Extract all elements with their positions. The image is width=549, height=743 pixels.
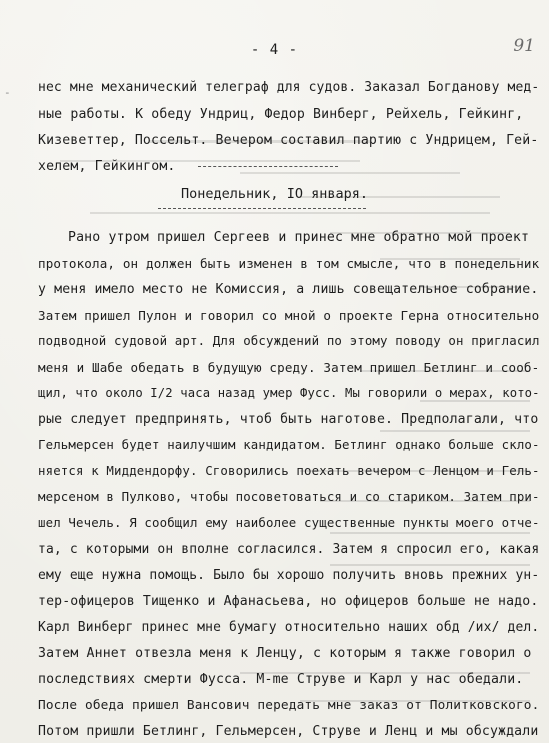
text-line: Рано утром пришел Сергеев и принес мне обратно мой проект (68, 230, 530, 245)
text-line: няется к Миддендорфу. Сговорились поехать вечером с Ленцом и Гель- (38, 464, 540, 478)
section-heading: Понедельник, IO января. (181, 186, 368, 202)
heading-underline (158, 208, 366, 209)
text-line: последствиях смерти Фусса. M-me Струве и Карл у нас обедали. (38, 672, 524, 687)
section-divider (198, 166, 338, 167)
text-line: Затем Аннет отвезла меня к Ленцу, с которым я также говорил о (38, 646, 532, 661)
text-line: Карл Винберг принес мне бумагу относительно наших обд /их/ дел. (38, 620, 540, 635)
text-line: щил, что около I/2 часа назад умер Фусс. Мы говорили о мерах, кото- (38, 386, 540, 400)
text-line (38, 159, 338, 174)
page-number: - 4 - (250, 42, 299, 58)
text-line: мерсеном в Пулково, чтобы посоветоваться и со стариком. Затем при- (38, 490, 540, 504)
text-line: протокола, он должен быть изменен в том смысле, что в понедельник (38, 256, 540, 271)
text-line: меня и Шабе обедать в будущую среду. Затем пришел Бетлинг и сооб- (38, 360, 540, 375)
text-line: ему еще нужна помощь. Было бы хорошо получить вновь прежних ун- (38, 568, 540, 583)
text-line: Потом пришли Бетлинг, Гельмерсен, Струве и Ленц и мы обсуждали (38, 724, 539, 739)
text-line: у меня имело место не Комиссия, а лишь совещательное собрание. (38, 282, 539, 297)
margin-tick: - (4, 86, 11, 99)
text-line: Кизеветтер, Поссельт. Вечером составил партию с Ундрицем, Гей- (38, 133, 539, 148)
text-line: подводной судовой арт. Для обсуждений по этому поводу он пригласил (38, 334, 540, 348)
text-line: рые следует предпринять, чтоб быть наготове. Предполагали, что (38, 412, 539, 427)
text-line: шел Чечель. Я сообщил ему наиболее существенные пункты моего отче- (38, 516, 540, 530)
text-line: тер-офицеров Тищенко и Афанасьева, но офицеров больше не надо. (38, 594, 539, 609)
text-line: Затем пришел Пулон и говорил со мной о проекте Герна относительно (38, 308, 540, 323)
text-line: Гельмерсен будет наилучшим кандидатом. Бетлинг однако больше скло- (38, 438, 540, 452)
text-line: та, с которыми он вполне согласился. Затем я спросил его, какая (38, 542, 540, 557)
archive-page-number: 91 (513, 36, 535, 56)
text-line-end: хелем, Гейкингом. (38, 159, 176, 174)
text-line: После обеда пришел Вансович передать мне заказ от Политковского. (38, 698, 540, 713)
text-line: ные работы. К обеду Ундриц, Федор Винберг, Рейхель, Гейкинг, (38, 107, 524, 122)
text-line: нес мне механический телеграф для судов. Заказал Богданову мед- (38, 80, 540, 95)
